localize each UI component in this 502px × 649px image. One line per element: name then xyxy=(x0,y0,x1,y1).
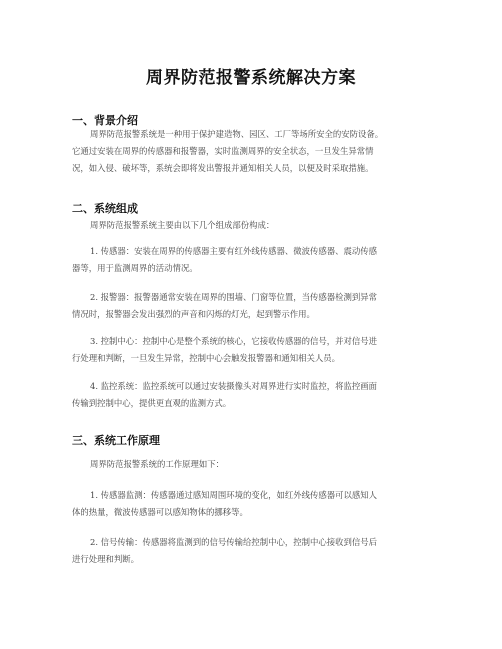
paragraph-alarm xyxy=(72,289,436,323)
section-heading-background: 一、背景介绍 xyxy=(72,114,138,127)
paragraph-components-intro xyxy=(72,217,436,234)
text-line: 1. 传感器监测：传感器通过感知周围环境的变化，如红外线传感器可以感知人 xyxy=(90,490,378,500)
page-title: 周界防范报警系统解决方案 xyxy=(146,68,356,88)
paragraph-background xyxy=(72,126,436,177)
paragraph-principle-intro xyxy=(72,456,436,473)
paragraph-monitoring xyxy=(72,378,436,412)
paragraph-sensor-monitoring xyxy=(72,487,436,521)
paragraph-signal-transmission xyxy=(72,534,436,568)
text-line: 3. 控制中心：控制中心是整个系统的核心，它接收传感器的信号，并对信号进 xyxy=(90,336,378,346)
text-line: 况，如入侵、破坏等，系统会即将发出警报并通知相关人员，以便及时采取措施。 xyxy=(72,163,374,173)
section-heading-principle: 三、系统工作原理 xyxy=(72,434,160,447)
paragraph-sensor xyxy=(72,243,436,277)
paragraph-control-center xyxy=(72,333,436,367)
text-line: 1. 传感器：安装在周界的传感器主要有红外线传感器、微波传感器、震动传感 xyxy=(90,246,378,256)
text-line: 器等，用于监测周界的活动情况。 xyxy=(72,263,198,273)
text-line: 周界防范报警系统的工作原理如下： xyxy=(90,459,224,469)
text-line: 4. 监控系统：监控系统可以通过安装摄像头对周界进行实时监控，将监控画面 xyxy=(90,381,378,391)
section-heading-components: 二、系统组成 xyxy=(72,202,138,215)
text-line: 进行处理和判断。 xyxy=(72,554,139,564)
text-line: 2. 报警器：报警器通常安装在周界的围墙、门窗等位置，当传感器检测到异常 xyxy=(90,292,378,302)
text-line: 周界防范报警系统是一种用于保护建造物、园区、工厂等场所安全的安防设备。 xyxy=(90,129,384,139)
text-line: 2. 信号传输：传感器将监测到的信号传输给控制中心，控制中心接收到信号后 xyxy=(90,537,378,547)
text-line: 体的热量，微波传感器可以感知物体的挪移等。 xyxy=(72,507,248,517)
text-line: 行处理和判断，一旦发生异常，控制中心会触发报警器和通知相关人员。 xyxy=(72,353,340,363)
text-line: 情况时，报警器会发出强烈的声音和闪烁的灯光，起到警示作用。 xyxy=(72,309,315,319)
text-line: 传输到控制中心，提供更直观的监测方式。 xyxy=(72,398,232,408)
text-line: 周界防范报警系统主要由以下几个组成部份构成： xyxy=(90,220,275,230)
text-line: 它通过安装在周界的传感器和报警器，实时监测周界的安全状态，一旦发生异常情 xyxy=(72,146,374,156)
